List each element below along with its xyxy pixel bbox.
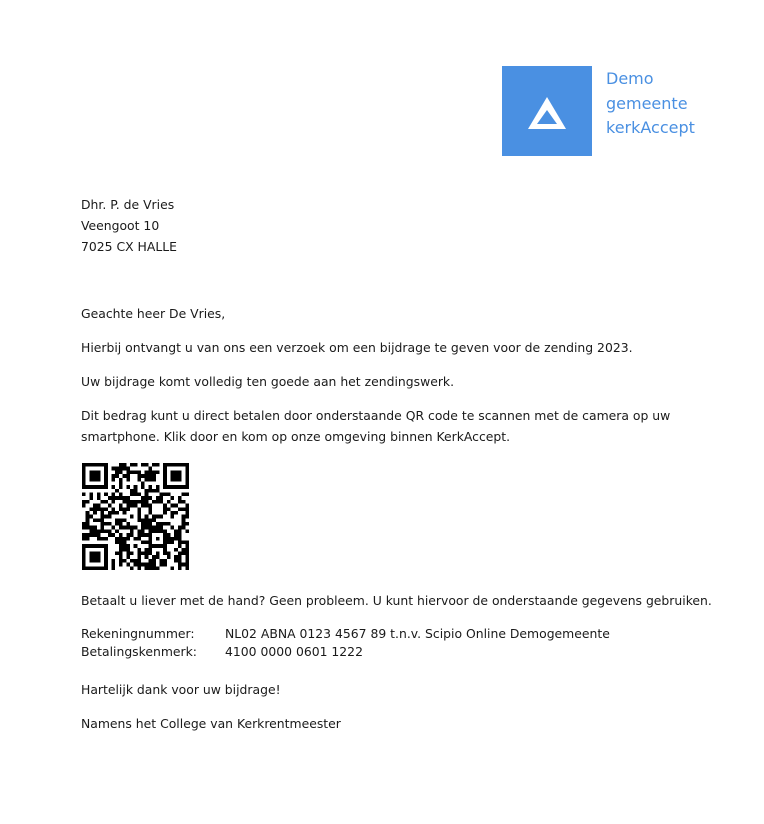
logo-mark xyxy=(502,66,592,156)
recipient-name: Dhr. P. de Vries xyxy=(81,197,175,212)
qr-instruction-line-2: smartphone. Klik door en kom op onze omgeving binnen KerkAccept. xyxy=(81,429,511,444)
intro-paragraph: Hierbij ontvangt u van ons een verzoek om een bijdrage te geven voor de zending 2023. xyxy=(81,340,633,355)
logo-line-1: Demo xyxy=(606,69,654,88)
thanks-paragraph: Hartelijk dank voor uw bijdrage! xyxy=(81,682,281,697)
reference-value: 4100 0000 0601 1222 xyxy=(225,644,363,659)
logo-text xyxy=(606,67,695,141)
triangle-icon xyxy=(502,66,592,156)
signoff-paragraph: Namens het College van Kerkrentmeester xyxy=(81,716,341,731)
reference-label: Betalingskenmerk: xyxy=(81,644,197,659)
account-value: NL02 ABNA 0123 4567 89 t.n.v. Scipio Online Demogemeente xyxy=(225,626,610,641)
salutation: Geachte heer De Vries, xyxy=(81,306,226,321)
manual-payment-paragraph: Betaalt u liever met de hand? Geen probleem. U kunt hiervoor de onderstaande gegevens gebruiken. xyxy=(81,593,712,608)
logo-line-3: kerkAccept xyxy=(606,118,695,137)
logo-line-2: gemeente xyxy=(606,93,688,113)
qr-code-icon[interactable] xyxy=(82,463,189,570)
recipient-city: 7025 CX HALLE xyxy=(81,239,177,254)
account-label: Rekeningnummer: xyxy=(81,626,195,641)
recipient-address xyxy=(81,194,177,257)
recipient-street: Veengoot 10 xyxy=(81,218,160,233)
qr-instruction-line-1: Dit bedrag kunt u direct betalen door onderstaande QR code te scannen met de camera op uw xyxy=(81,408,671,423)
purpose-paragraph: Uw bijdrage komt volledig ten goede aan het zendingswerk. xyxy=(81,374,455,389)
